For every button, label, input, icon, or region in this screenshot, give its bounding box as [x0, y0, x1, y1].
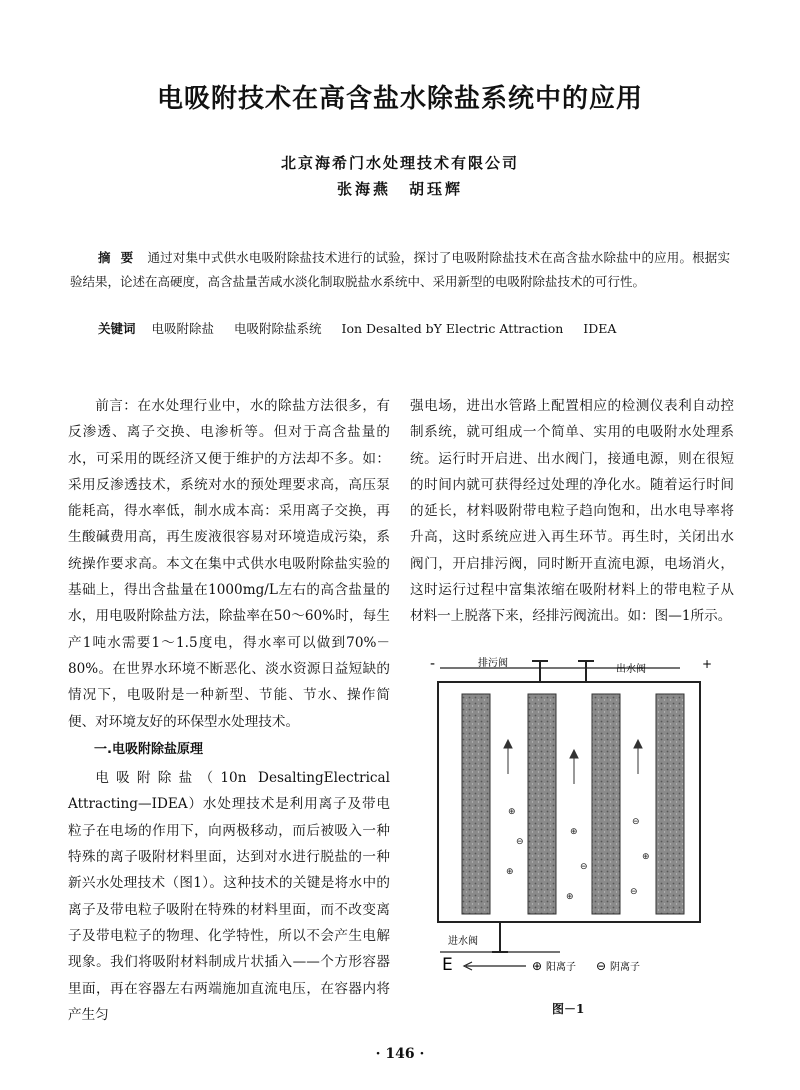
svg-text:⊖: ⊖ — [632, 817, 640, 827]
minus-terminal: - — [430, 656, 436, 672]
cation-legend-icon: ⊕ — [532, 959, 543, 973]
principle-paragraph: 电吸附除盐（10n DesaltingElectrical Attracting—IDEA）水处理技术是利用离子及带电粒子在电场的作用下，向两极移动，而后被吸入一种特殊的离子吸附材料里面，达到对水进行脱盐的一种新兴水处理技术（图1）。这种技术的关键是将水中的离子及带电粒子吸附在特殊的材料里面，而不改变离子及带电粒子的物理、化学特性，所以不会产生电解现象。我们将吸附材料制成片状插入——个方形容器里面，再在容器左右两端施加直流电压，在容器内将产生匀 — [68, 770, 390, 1023]
keywords — [98, 318, 738, 340]
keywords-label: 关键词 — [98, 321, 136, 336]
electrode-plate — [462, 694, 490, 914]
svg-text:⊖: ⊖ — [580, 862, 588, 872]
right-column — [410, 393, 734, 630]
svg-text:⊕: ⊕ — [506, 867, 514, 877]
valve-icon — [532, 661, 548, 682]
authors: 张海燕 胡珏辉 — [336, 180, 463, 198]
cation-legend-label: 阳离子 — [546, 962, 576, 973]
affiliation: 北京海希门水处理技术有限公司 — [280, 154, 519, 172]
page-number: · 146 · — [375, 1046, 425, 1062]
abstract-label: 摘要 — [98, 250, 144, 265]
figure-caption: 图－1 — [552, 1002, 585, 1016]
continued-paragraph: 强电场，进出水管路上配置相应的检测仪表利自动控制系统，就可组成一个简单、实用的电吸附水处理系统。运行时开启进、出水阀门，接通电源，则在很短的时间内就可获得经过处理的净化水。随着运行时间的延长，材料吸附带电粒子趋向饱和，出水电导率将升高，这时系统应进入再生环节。再生时，关闭出水阀门，开启排污阀，同时断开直流电源，电场消火，这时运行过程中富集浓缩在吸附材料上的带电粒子从材料一上脱落下来，经排污阀流出。如：图—1所示。 — [410, 398, 734, 625]
outlet-valve-label: 出水阀 — [616, 664, 646, 675]
valve-icon — [578, 661, 594, 682]
drain-valve-label: 排污阀 — [478, 658, 508, 669]
electrode-plate — [656, 694, 684, 914]
svg-text:⊖: ⊖ — [630, 887, 638, 897]
svg-text:⊕: ⊕ — [566, 892, 574, 902]
anion-legend-label: 阴离子 — [610, 962, 640, 973]
inlet-valve-label: 进水阀 — [448, 936, 478, 947]
section-heading: 一.电吸附除盐原理 — [94, 741, 203, 757]
left-column — [68, 393, 390, 1028]
svg-text:⊕: ⊕ — [570, 827, 578, 837]
plus-terminal: + — [702, 657, 713, 671]
electrode-plate — [528, 694, 556, 914]
electrode-plate — [592, 694, 620, 914]
electrosorption-diagram — [420, 654, 720, 974]
keyword-item: IDEA — [583, 321, 617, 336]
abstract-text: 通过对集中式供水电吸附除盐技术进行的试验，探讨了电吸附除盐技术在高含盐水除盐中的应用。根据实验结果，论述在高硬度，高含盐量苦咸水淡化制取脱盐水系统中、采用新型的电吸附除盐技术的可行性。 — [70, 250, 730, 289]
svg-text:⊕: ⊕ — [642, 852, 650, 862]
svg-text:⊖: ⊖ — [516, 837, 524, 847]
keyword-item: 电吸附除盐系统 — [234, 321, 322, 336]
figure-1 — [420, 654, 720, 974]
field-label: E — [442, 955, 453, 974]
keyword-item: Ion Desalted bY Electric Attraction — [341, 321, 564, 336]
flow-arrows — [504, 740, 642, 784]
intro-paragraph: 前言：在水处理行业中，水的除盐方法很多，有反渗透、离子交换、电渗析等。但对于高含盐量的水，可采用的既经济又便于维护的方法却不多。如：采用反渗透技术，系统对水的预处理要求高，高压泵能耗高，得水率低，制水成本高：采用离子交换，再生酸碱费用高，再生废液很容易对环境造成污染，系统操作要求高。本文在集中式供水电吸附除盐实验的基础上，得出含盐量在1000mg/L左右的高含盐量的水，用电吸附除盐方法，除盐率在50～60%时，每生产1吨水需要1～1.5度电，得水率可以做到70%－80%。在世界水环境不断恶化、淡水资源日益短缺的情况下，电吸附是一种新型、节能、节水、操作简便、对环境友好的环保型水处理技术。 — [68, 398, 390, 730]
abstract — [70, 246, 730, 294]
keyword-item: 电吸附除盐 — [151, 321, 215, 336]
anion-legend-icon: ⊖ — [596, 959, 607, 973]
paper-title: 电吸附技术在高含盐水除盐系统中的应用 — [156, 84, 643, 114]
valve-icon — [492, 922, 508, 952]
svg-text:⊕: ⊕ — [508, 807, 516, 817]
